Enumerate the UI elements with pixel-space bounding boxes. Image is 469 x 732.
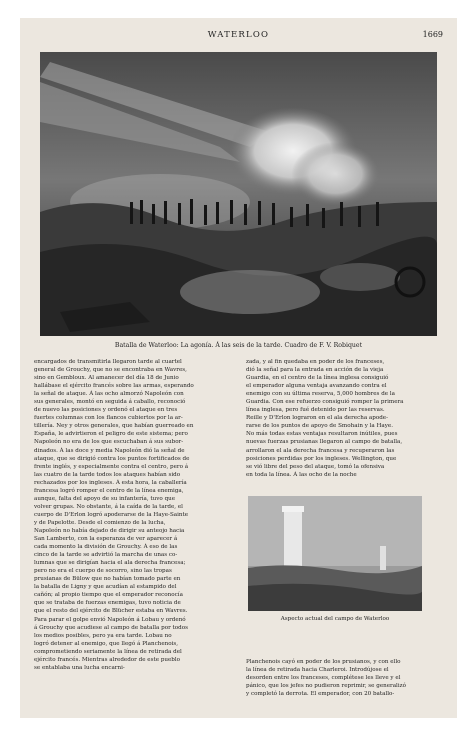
text-line: volver grupas. No obstante, á la caída de la tarde, el	[34, 503, 183, 510]
text-line: enemigo con su última reserva, 5,000 hombres de la	[246, 391, 395, 398]
text-line: ejército francés. Mientras alrededor de este pueblo	[34, 656, 181, 663]
text-line: España, le advirtieron el peligro de este sistema; pero	[34, 431, 188, 438]
text-line: logró detener al enemigo, que llegó á Planchenois,	[34, 640, 179, 647]
text-column-left	[34, 358, 231, 672]
text-line: cuerpo de D'Erlon logró apoderarse de la Haye-Sainte	[34, 511, 189, 518]
text-line: se entablaba una lucha encarni-	[34, 664, 125, 671]
page-number: 1669	[422, 30, 443, 39]
text-line: francesa logró romper el centro de la línea enemiga,	[34, 487, 184, 494]
text-column-right-top	[246, 358, 443, 479]
text-line: ataque, que se dirigió contra los puntos fortificados de	[34, 455, 190, 462]
text-line: Planchenois cayó en poder de los prusianos, y con ello	[246, 659, 401, 665]
text-line: fuertes columnas con los flancos cubiertos por la ar-	[34, 415, 183, 422]
text-line: sino en Gembloux. Al amanecer del día 18 de Junio	[34, 375, 179, 382]
text-line: Napoleón no había dejado de dirigir su anteojo hacia	[34, 527, 185, 534]
text-line: la línea de retirada hacia Charleroi. Introdújose el	[246, 667, 389, 674]
text-line: desorden entre los franceses, complétese les lleve y el	[246, 675, 401, 682]
text-line: en toda la línea. Á las ocho de la noche	[246, 471, 357, 478]
text-line: comprometiendo seriamente la línea de retirada del	[34, 648, 182, 655]
text-line: encargados de transmitirla llegaron tarde al cuartel	[34, 359, 182, 365]
battle-painting-illustration	[40, 52, 437, 336]
text-line: el emperador alguna ventaja avanzando contra el	[246, 383, 387, 390]
text-line: que se trataba de fuerzas enemigas, tuvo noticia de	[34, 600, 181, 607]
text-line: dió la señal para la entrada en acción de la vieja	[246, 367, 384, 374]
text-line: cañón; al propio tiempo que el emperador reconocía	[34, 592, 183, 599]
text-line: tillería. Ney y otros generales, que habían guerreado en	[34, 423, 194, 430]
text-line: dinados. Á las doce y media Napoleón dió la señal de	[34, 447, 185, 454]
text-line: las cuatro de la tarde todos los ataques habían sido	[34, 471, 181, 478]
text-column-right-bottom	[246, 658, 443, 698]
battlefield-photo-illustration	[248, 496, 422, 611]
text-line: general de Grouchy, que no se encontraba en Wavres,	[34, 367, 187, 374]
text-line: sus generales, montó en seguida á caballo, reconoció	[34, 399, 186, 406]
text-line: rarse de los puntos de apoyo de Smohain y la Haye.	[246, 423, 394, 430]
text-line: cinco de la tarde se advirtió la marcha de unas co-	[34, 552, 178, 559]
text-line: línea inglesa, pero fué detenido por las reservas.	[246, 407, 385, 414]
text-line: Para parar el golpe envió Napoleón á Lobau y ordenó	[34, 616, 186, 623]
text-line: la batalla de Ligny y que acudían al estampido del	[34, 584, 177, 591]
book-page	[20, 18, 457, 718]
battlefield-photo	[248, 496, 422, 611]
text-line: de nuevo las posiciones y ordenó el ataque en tres	[34, 407, 178, 414]
text-line: frente inglés, y especialmente contra el centro, pero á	[34, 463, 189, 470]
text-line: prusianas de Bülow que no habían tomado parte en	[34, 576, 181, 583]
text-line: lumnas que se dirigían hacia el ala derecha francesa;	[34, 560, 186, 567]
text-line: San Lamberto, con la esperanza de ver aparecer á	[34, 536, 178, 543]
text-line: hallábase el ejército francés sobre las armas, esperando	[34, 383, 194, 390]
text-line: y completó la derrota. El emperador, con 20 batallo-	[246, 691, 395, 698]
photo-caption: Aspecto actual del campo de Waterloo	[280, 616, 390, 622]
text-line: Reille y D'Erlon lograron en el ala derecha apode-	[246, 415, 388, 422]
text-line: Guardia, en el centro de la línea inglesa consiguió	[246, 375, 389, 382]
text-line: aunque, falta del apoyo de su infantería, tuvo que	[34, 495, 176, 502]
battle-painting	[40, 52, 437, 336]
text-line: se vió libre del peso del ataque, tomó la ofensiva	[246, 463, 385, 470]
text-line: rechazados por los ingleses. Á esta hora, la caballería	[34, 479, 187, 486]
text-line: los medios posibles, pero ya era tarde. Lobau no	[34, 632, 172, 639]
text-line: zada, y al fin quedaba en poder de los franceses,	[246, 359, 385, 365]
text-line: pero no era el cuerpo de socorro, sino las tropas	[34, 568, 172, 575]
text-line: Guardia. Con ese refuerzo consiguió romper la primera	[246, 399, 404, 406]
text-line: posiciones perdidas por los ingleses. Wellington, que	[246, 455, 397, 462]
plate-caption: Batalla de Waterloo: La agonía. Á las seis de la tarde. Cuadro de F. V. Robiquet	[114, 342, 363, 349]
text-line: cada momento la división de Grouchy. Á eso de las	[34, 544, 178, 551]
text-line: y de Papelotte. Desde el comienzo de la lucha,	[34, 519, 166, 526]
text-line: que el resto del ejército de Blücher estaba en Wavres.	[34, 608, 188, 615]
text-line: nuevas fuerzas prusianas llegaron al campo de batalla,	[246, 439, 403, 446]
text-line: la señal de ataque. Á las ocho almorzó Napoleón con	[34, 391, 184, 398]
text-line: No más todas estas ventajas resultaron inútiles, pues	[246, 431, 398, 438]
running-title: WATERLOO	[207, 30, 270, 40]
text-line: Napoleón no era de los que escuchaban á sus subor-	[34, 439, 184, 446]
text-line: arrollaron el ala derecha francesa y recuperaron las	[246, 447, 395, 454]
text-line: pánico, que los jefes no pudieron reprimir, se generalizó	[246, 683, 406, 690]
text-line: á Grouchy que acudiese al campo de batalla por todos	[34, 624, 188, 631]
page-header	[20, 30, 457, 44]
